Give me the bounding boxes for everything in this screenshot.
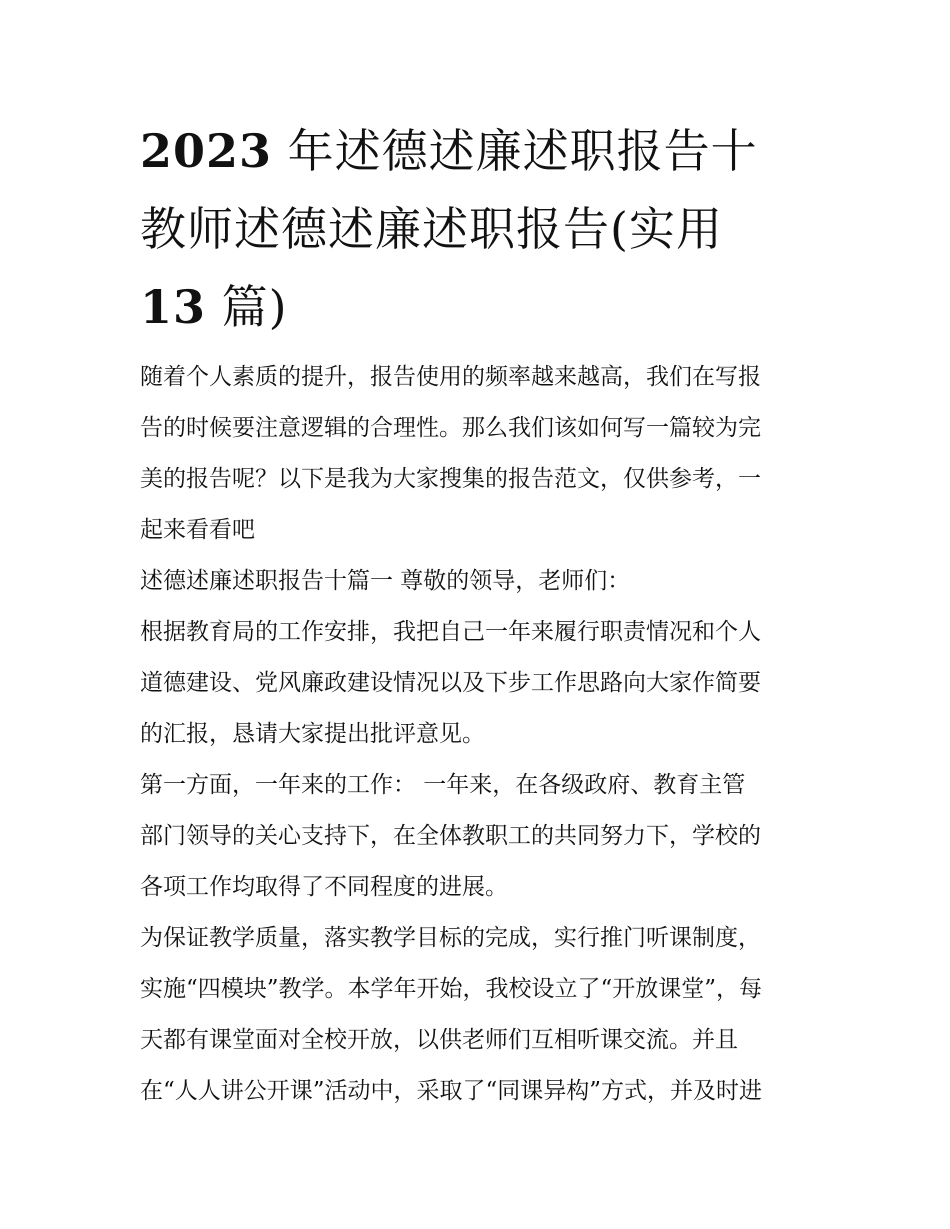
document-body	[140, 352, 820, 1117]
body-line: 告的时候要注意逻辑的合理性。那么我们该如何写一篇较为完	[140, 415, 761, 441]
body-line: 天都有课堂面对全校开放，以供老师们互相听课交流。并且	[140, 1027, 738, 1053]
body-line: 实施“四模块”教学。本学年开始，我校设立了“开放课堂”，每	[140, 976, 763, 1002]
body-line: 根据教育局的工作安排，我把自己一年来履行职责情况和个人	[140, 619, 761, 645]
title-line-1	[140, 112, 830, 190]
body-line: 第一方面，一年来的工作： 一年来，在各级政府、教育主管	[140, 772, 746, 798]
body-line: 道德建设、党风廉政建设情况以及下步工作思路向大家作简要	[140, 670, 761, 696]
body-line: 部门领导的关心支持下，在全体教职工的共同努力下，学校的	[140, 823, 761, 849]
title-line-3	[140, 268, 830, 346]
body-line: 起来看看吧	[140, 517, 255, 543]
title-line-1-text: 年述德述廉述职报告十	[287, 124, 758, 178]
body-line: 述德述廉述职报告十篇一 尊敬的领导，老师们：	[140, 568, 631, 594]
title-line-2-text: 教师述德述廉述职报告(实用	[140, 202, 723, 256]
document-title	[140, 112, 830, 346]
title-count: 13	[140, 280, 207, 334]
body-line: 为保证教学质量，落实教学目标的完成，实行推门听课制度，	[140, 925, 761, 951]
body-line: 的汇报，恳请大家提出批评意见。	[140, 721, 485, 747]
body-line: 美的报告呢？以下是我为大家搜集的报告范文，仅供参考，一	[140, 466, 761, 492]
body-line: 随着个人素质的提升，报告使用的频率越来越高，我们在写报	[140, 364, 761, 390]
title-line-3-text: 篇)	[221, 280, 288, 334]
title-year: 2023	[140, 124, 273, 178]
title-line-2	[140, 190, 830, 268]
body-line: 各项工作均取得了不同程度的进展。	[140, 874, 508, 900]
body-line: 在“人人讲公开课”活动中，采取了“同课异构”方式，并及时进	[140, 1078, 763, 1104]
